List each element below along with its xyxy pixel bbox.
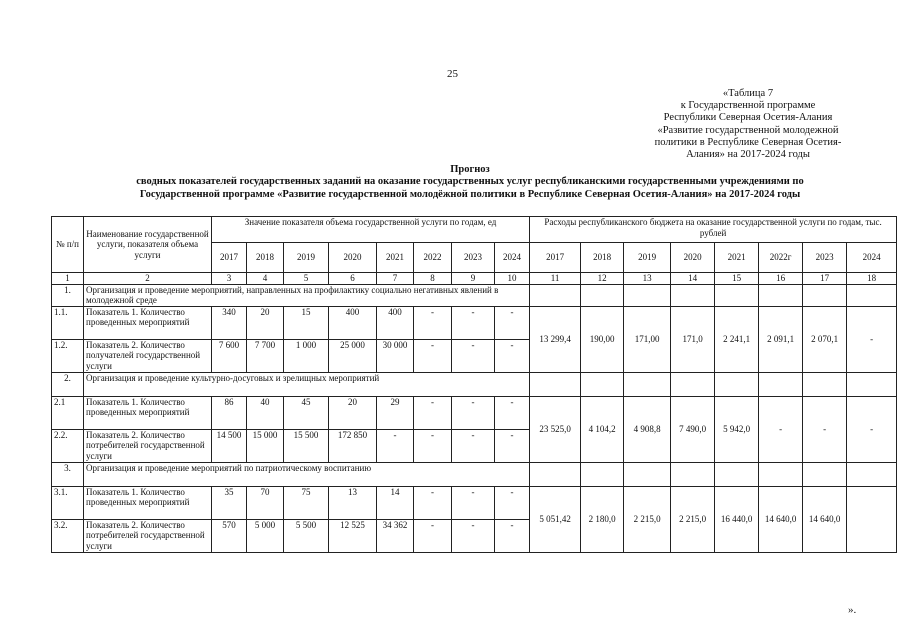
budget-value-cell: 23 525,0 bbox=[530, 396, 581, 462]
section-title: Организация и проведение культурно-досуговых и зрелищных мероприятий bbox=[84, 372, 530, 396]
heading-line: сводных показателей государственных заданий на оказание государственных услуг республиканскими государственными учреждениями по bbox=[136, 176, 804, 188]
volume-value-cell: 30 000 bbox=[377, 339, 414, 372]
indicator-name: Показатель 1. Количество проведенных мероприятий bbox=[84, 306, 212, 339]
column-number-row bbox=[52, 273, 897, 285]
column-number-cell: 2 bbox=[84, 273, 212, 285]
budget-value-cell: 4 908,8 bbox=[624, 396, 671, 462]
column-number-cell: 11 bbox=[530, 273, 581, 285]
empty-cell bbox=[671, 372, 715, 396]
volume-value-cell: 14 500 bbox=[212, 429, 247, 462]
header-name: Наименование государственной услуги, показателя объема услуги bbox=[84, 217, 212, 273]
empty-cell bbox=[530, 462, 581, 486]
header-num: № п/п bbox=[52, 217, 84, 273]
header-budget-year: 2018 bbox=[581, 243, 624, 273]
budget-value-cell bbox=[847, 486, 897, 552]
volume-value-cell: 13 bbox=[329, 486, 377, 519]
volume-value-cell: 340 bbox=[212, 306, 247, 339]
column-number-cell: 10 bbox=[495, 273, 530, 285]
volume-value-cell: 12 525 bbox=[329, 519, 377, 552]
indicator-row bbox=[52, 396, 897, 429]
volume-value-cell: - bbox=[452, 339, 495, 372]
budget-value-cell: 16 440,0 bbox=[715, 486, 759, 552]
header-budget-year: 2024 bbox=[847, 243, 897, 273]
budget-value-cell: - bbox=[847, 396, 897, 462]
document-heading bbox=[20, 164, 905, 201]
budget-value-cell: 13 299,4 bbox=[530, 306, 581, 372]
heading-line: Государственной программе «Развитие государственной молодёжной политики в Республике Северная Осетия-Алания» на 2017-2024 годы bbox=[139, 188, 801, 200]
volume-value-cell: - bbox=[452, 429, 495, 462]
row-number: 1.1. bbox=[52, 306, 84, 339]
budget-value-cell: 171,00 bbox=[624, 306, 671, 372]
column-number-cell: 7 bbox=[377, 273, 414, 285]
volume-value-cell: - bbox=[414, 396, 452, 429]
column-number-cell: 1 bbox=[52, 273, 84, 285]
header-budget-group: Расходы республиканского бюджета на оказание государственной услуги по годам, тыс. рублей bbox=[530, 217, 897, 243]
indicator-name: Показатель 2. Количество потребителей государственной услуги bbox=[84, 519, 212, 552]
header-volume-year: 2018 bbox=[247, 243, 284, 273]
forecast-table bbox=[51, 216, 897, 553]
budget-value-cell: 5 051,42 bbox=[530, 486, 581, 552]
indicator-name: Показатель 2. Количество потребителей государственной услуги bbox=[84, 429, 212, 462]
empty-cell bbox=[530, 284, 581, 306]
volume-value-cell: 15 bbox=[284, 306, 329, 339]
volume-value-cell: 15 500 bbox=[284, 429, 329, 462]
row-number: 2.1 bbox=[52, 396, 84, 429]
volume-value-cell: - bbox=[495, 306, 530, 339]
indicator-name: Показатель 1. Количество проведенных мероприятий bbox=[84, 486, 212, 519]
empty-cell bbox=[803, 462, 847, 486]
caption-line: Республики Северная Осетия-Алания bbox=[663, 112, 833, 124]
volume-value-cell: 570 bbox=[212, 519, 247, 552]
volume-value-cell: 15 000 bbox=[247, 429, 284, 462]
volume-value-cell: - bbox=[414, 486, 452, 519]
column-number-cell: 17 bbox=[803, 273, 847, 285]
volume-value-cell: - bbox=[452, 486, 495, 519]
volume-value-cell: 29 bbox=[377, 396, 414, 429]
closing-quote: ». bbox=[848, 604, 857, 616]
volume-value-cell: - bbox=[414, 339, 452, 372]
section-title: Организация и проведение мероприятий по патриотическому воспитанию bbox=[84, 462, 530, 486]
empty-cell bbox=[803, 372, 847, 396]
header-volume-group: Значение показателя объема государственной услуги по годам, ед bbox=[212, 217, 530, 243]
volume-value-cell: - bbox=[414, 429, 452, 462]
indicator-row bbox=[52, 306, 897, 339]
budget-value-cell: 14 640,0 bbox=[759, 486, 803, 552]
header-volume-year: 2021 bbox=[377, 243, 414, 273]
column-number-cell: 14 bbox=[671, 273, 715, 285]
empty-cell bbox=[803, 284, 847, 306]
volume-value-cell: - bbox=[377, 429, 414, 462]
volume-value-cell: 14 bbox=[377, 486, 414, 519]
volume-value-cell: - bbox=[452, 396, 495, 429]
header-volume-year: 2017 bbox=[212, 243, 247, 273]
header-budget-year: 2017 bbox=[530, 243, 581, 273]
column-number-cell: 12 bbox=[581, 273, 624, 285]
empty-cell bbox=[530, 372, 581, 396]
budget-value-cell: - bbox=[803, 396, 847, 462]
column-number-cell: 8 bbox=[414, 273, 452, 285]
volume-value-cell: 1 000 bbox=[284, 339, 329, 372]
caption-line: политики в Республике Северная Осетия- bbox=[654, 136, 842, 148]
empty-cell bbox=[847, 462, 897, 486]
caption-line: «Развитие государственной молодежной bbox=[657, 124, 839, 136]
volume-value-cell: 400 bbox=[329, 306, 377, 339]
empty-cell bbox=[624, 372, 671, 396]
header-budget-year: 2020 bbox=[671, 243, 715, 273]
header-volume-year: 2020 bbox=[329, 243, 377, 273]
volume-value-cell: - bbox=[414, 519, 452, 552]
volume-value-cell: 172 850 bbox=[329, 429, 377, 462]
section-row bbox=[52, 284, 897, 306]
volume-value-cell: - bbox=[452, 306, 495, 339]
volume-value-cell: 7 600 bbox=[212, 339, 247, 372]
row-number: 1.2. bbox=[52, 339, 84, 372]
header-volume-year: 2022 bbox=[414, 243, 452, 273]
volume-value-cell: 34 362 bbox=[377, 519, 414, 552]
section-title: Организация и проведение мероприятий, направленных на профилактику социально негативных явлений в молодежной среде bbox=[84, 284, 530, 306]
section-row bbox=[52, 462, 897, 486]
volume-value-cell: 25 000 bbox=[329, 339, 377, 372]
column-number-cell: 6 bbox=[329, 273, 377, 285]
column-number-cell: 4 bbox=[247, 273, 284, 285]
empty-cell bbox=[715, 462, 759, 486]
budget-value-cell: 14 640,0 bbox=[803, 486, 847, 552]
section-number: 3. bbox=[52, 462, 84, 486]
caption-line: к Государственной программе bbox=[680, 100, 816, 112]
budget-value-cell: 2 180,0 bbox=[581, 486, 624, 552]
volume-value-cell: - bbox=[495, 486, 530, 519]
empty-cell bbox=[847, 284, 897, 306]
budget-value-cell: 2 091,1 bbox=[759, 306, 803, 372]
volume-value-cell: 7 700 bbox=[247, 339, 284, 372]
budget-value-cell: 4 104,2 bbox=[581, 396, 624, 462]
caption-line: Алания» на 2017-2024 годы bbox=[686, 149, 810, 161]
column-number-cell: 16 bbox=[759, 273, 803, 285]
volume-value-cell: 70 bbox=[247, 486, 284, 519]
heading-line: Прогноз bbox=[450, 164, 490, 175]
caption-line: «Таблица 7 bbox=[722, 88, 774, 99]
volume-value-cell: - bbox=[495, 339, 530, 372]
budget-value-cell: 2 215,0 bbox=[671, 486, 715, 552]
empty-cell bbox=[581, 284, 624, 306]
budget-value-cell: 7 490,0 bbox=[671, 396, 715, 462]
row-number: 2.2. bbox=[52, 429, 84, 462]
budget-value-cell: - bbox=[759, 396, 803, 462]
empty-cell bbox=[671, 462, 715, 486]
indicator-row bbox=[52, 486, 897, 519]
header-budget-year: 2021 bbox=[715, 243, 759, 273]
volume-value-cell: - bbox=[495, 429, 530, 462]
volume-value-cell: 5 000 bbox=[247, 519, 284, 552]
budget-value-cell: - bbox=[847, 306, 897, 372]
volume-value-cell: 20 bbox=[247, 306, 284, 339]
volume-value-cell: 5 500 bbox=[284, 519, 329, 552]
volume-value-cell: 35 bbox=[212, 486, 247, 519]
volume-value-cell: 45 bbox=[284, 396, 329, 429]
volume-value-cell: 86 bbox=[212, 396, 247, 429]
indicator-name: Показатель 2. Количество получателей государственной услуги bbox=[84, 339, 212, 372]
table-caption bbox=[628, 88, 868, 161]
empty-cell bbox=[581, 462, 624, 486]
row-number: 3.2. bbox=[52, 519, 84, 552]
header-budget-year: 2022г bbox=[759, 243, 803, 273]
volume-value-cell: 40 bbox=[247, 396, 284, 429]
budget-value-cell: 2 070,1 bbox=[803, 306, 847, 372]
volume-value-cell: 75 bbox=[284, 486, 329, 519]
column-number-cell: 3 bbox=[212, 273, 247, 285]
empty-cell bbox=[624, 284, 671, 306]
budget-value-cell: 171,0 bbox=[671, 306, 715, 372]
header-budget-year: 2023 bbox=[803, 243, 847, 273]
indicator-name: Показатель 1. Количество проведенных мероприятий bbox=[84, 396, 212, 429]
empty-cell bbox=[759, 372, 803, 396]
empty-cell bbox=[671, 284, 715, 306]
header-volume-year: 2019 bbox=[284, 243, 329, 273]
section-number: 2. bbox=[52, 372, 84, 396]
header-volume-year: 2024 bbox=[495, 243, 530, 273]
volume-value-cell: - bbox=[414, 306, 452, 339]
column-number-cell: 15 bbox=[715, 273, 759, 285]
empty-cell bbox=[581, 372, 624, 396]
column-number-cell: 5 bbox=[284, 273, 329, 285]
volume-value-cell: 400 bbox=[377, 306, 414, 339]
page-number: 25 bbox=[447, 68, 458, 80]
empty-cell bbox=[759, 284, 803, 306]
empty-cell bbox=[715, 372, 759, 396]
column-number-cell: 9 bbox=[452, 273, 495, 285]
budget-value-cell: 2 241,1 bbox=[715, 306, 759, 372]
budget-value-cell: 190,00 bbox=[581, 306, 624, 372]
budget-value-cell: 2 215,0 bbox=[624, 486, 671, 552]
empty-cell bbox=[759, 462, 803, 486]
section-row bbox=[52, 372, 897, 396]
volume-value-cell: 20 bbox=[329, 396, 377, 429]
volume-value-cell: - bbox=[452, 519, 495, 552]
section-number: 1. bbox=[52, 284, 84, 306]
column-number-cell: 18 bbox=[847, 273, 897, 285]
row-number: 3.1. bbox=[52, 486, 84, 519]
empty-cell bbox=[715, 284, 759, 306]
column-number-cell: 13 bbox=[624, 273, 671, 285]
budget-value-cell: 5 942,0 bbox=[715, 396, 759, 462]
empty-cell bbox=[847, 372, 897, 396]
volume-value-cell: - bbox=[495, 396, 530, 429]
header-budget-year: 2019 bbox=[624, 243, 671, 273]
header-volume-year: 2023 bbox=[452, 243, 495, 273]
table-body bbox=[52, 217, 897, 553]
volume-value-cell: - bbox=[495, 519, 530, 552]
empty-cell bbox=[624, 462, 671, 486]
